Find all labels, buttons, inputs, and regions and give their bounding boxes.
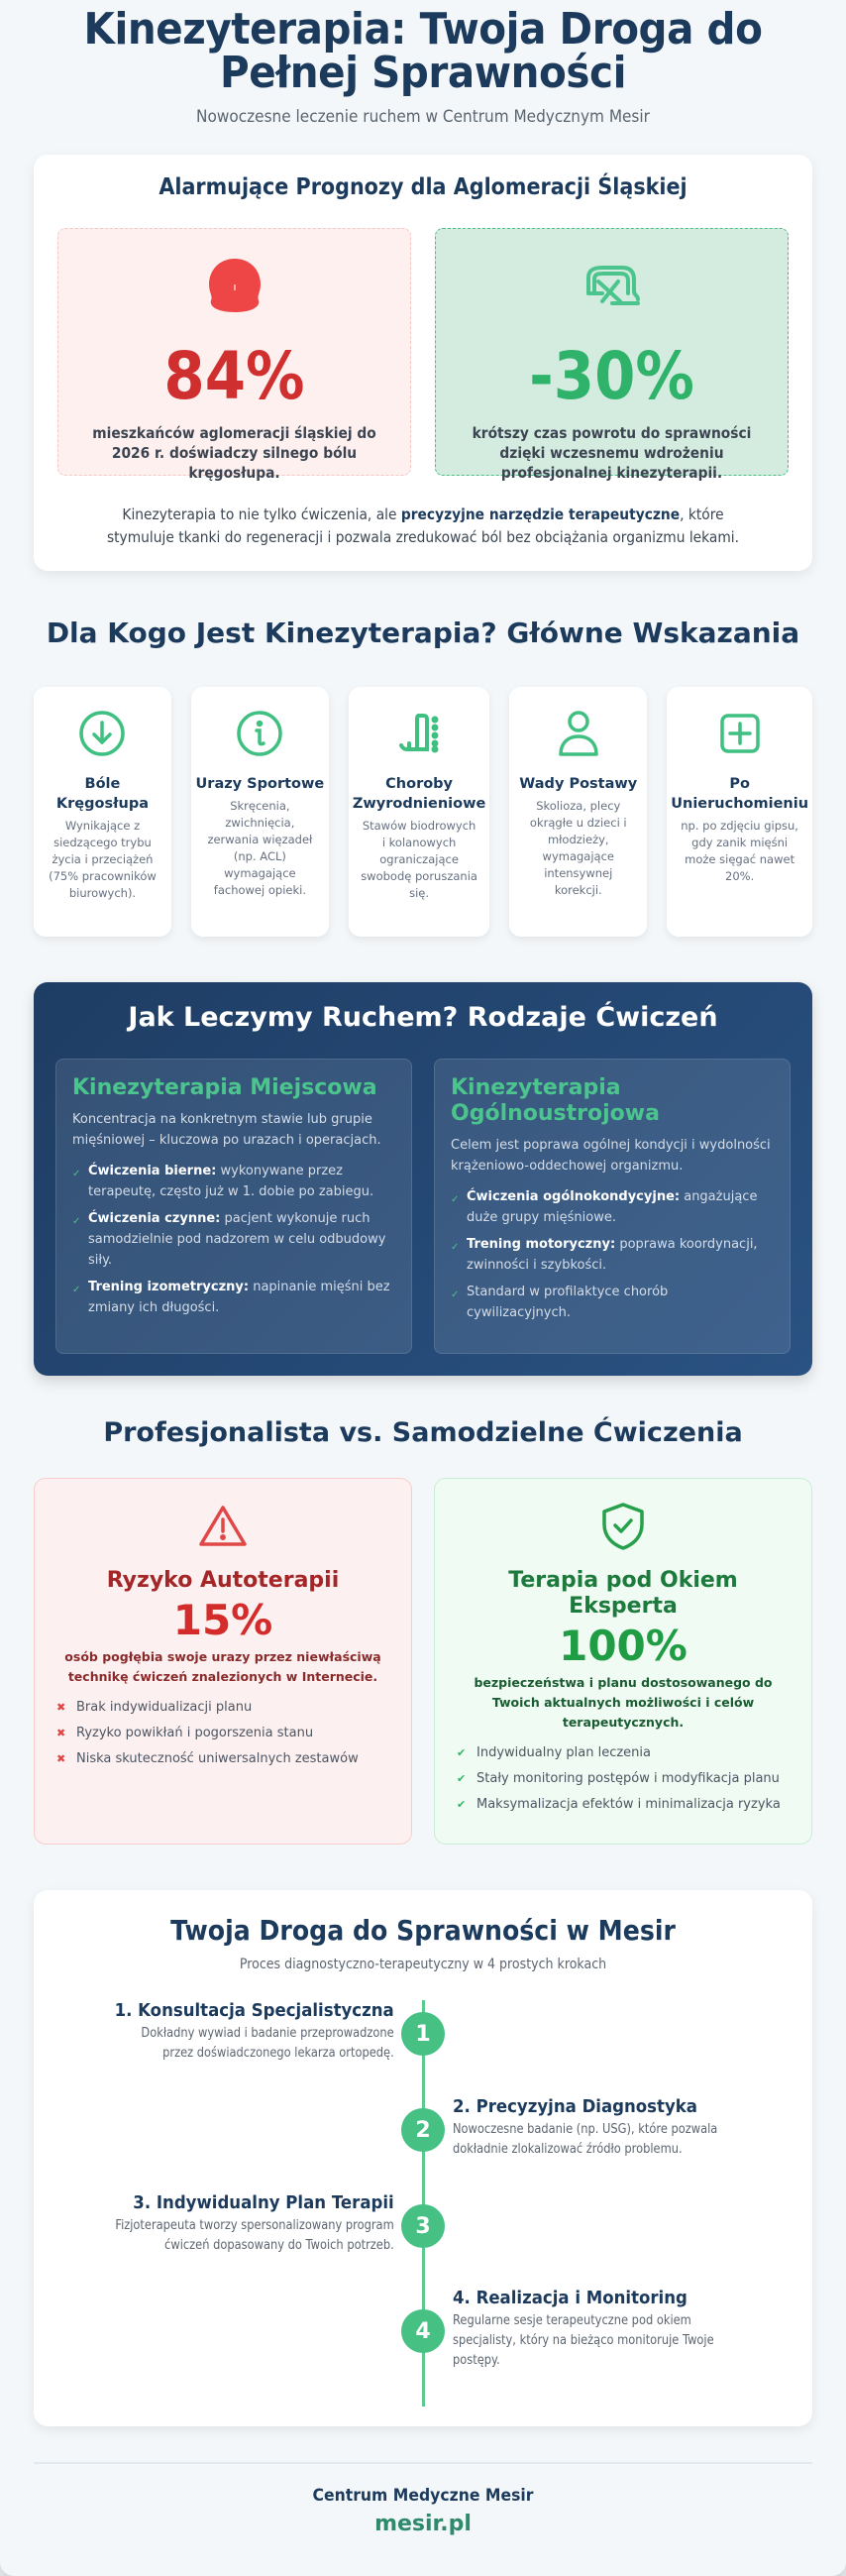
point-text: Niska skuteczność uniwersalnych zestawów xyxy=(76,1751,359,1766)
x-icon: ✖ xyxy=(56,1701,66,1714)
indication-name: Urazy Sportowe xyxy=(195,776,325,792)
expert-therapy-card xyxy=(434,1478,812,1845)
treatment-points xyxy=(451,1186,774,1323)
treatment-title: Jak Leczymy Ruchem? Rodzaje Ćwiczeń xyxy=(128,1002,718,1033)
plus-square-icon xyxy=(671,709,808,758)
step-content xyxy=(72,2000,394,2064)
indications-grid xyxy=(34,687,812,937)
check-icon: ✓ xyxy=(72,1285,81,1295)
note-text: Kinezyterapia to nie tylko ćwiczenia, ale xyxy=(122,505,401,523)
website-link[interactable]: mesir.pl xyxy=(374,2512,472,2536)
step-number: 1 xyxy=(401,2012,445,2056)
expert-point xyxy=(457,1744,790,1762)
indication-name: Bóle Kręgosłupa xyxy=(55,776,149,812)
step-title: 1. Konsultacja Specjalistyczna xyxy=(114,2000,394,2021)
treatment-type-local xyxy=(55,1059,412,1354)
point-text: Indywidualny plan leczenia xyxy=(476,1745,651,1760)
page-title: Kinezyterapia: Twoja Droga do Pełnej Sprawności xyxy=(83,4,763,98)
treatment-point xyxy=(72,1161,395,1202)
x-icon: ✖ xyxy=(56,1752,66,1765)
point-text: Standard w profilaktyce chorób cywilizacyjnych. xyxy=(467,1285,669,1320)
forecast-title: Alarmujące Prognozy dla Aglomeracji Śląskiej xyxy=(159,174,687,200)
indication-name: Choroby Zwyrodnieniowe xyxy=(352,776,486,812)
step-title: 2. Precyzyjna Diagnostyka xyxy=(452,2096,697,2117)
step-content xyxy=(453,2096,775,2160)
process-title: Twoja Droga do Sprawności w Mesir xyxy=(170,1914,676,1947)
risk-point xyxy=(56,1750,389,1768)
step-number: 2 xyxy=(401,2108,445,2152)
step-description: Dokładny wywiad i badanie przeprowadzone przez doświadczonego lekarza ortopedę. xyxy=(141,2026,394,2061)
treatment-points xyxy=(72,1161,395,1318)
risk-heading: Ryzyko Autoterapii xyxy=(106,1568,340,1593)
stat-recovery xyxy=(435,228,789,482)
footer xyxy=(34,2462,812,2536)
expert-value: 100% xyxy=(559,1622,687,1670)
treatment-type-name: Kinezyterapia Ogólnoustrojowa xyxy=(451,1075,660,1126)
check-icon: ✔ xyxy=(457,1798,467,1811)
check-icon: ✔ xyxy=(457,1746,467,1759)
process-timeline xyxy=(57,2000,789,2407)
indication-name: Wady Postawy xyxy=(519,776,638,792)
person-icon xyxy=(513,709,643,758)
risk-value: 15% xyxy=(172,1596,273,1644)
check-icon: ✓ xyxy=(451,1194,460,1205)
step-title: 4. Realizacja i Monitoring xyxy=(452,2288,687,2308)
check-icon: ✓ xyxy=(451,1242,460,1253)
point-text: pacjent wykonuje ruch samodzielnie pod nadzorem w celu odbudowy siły. xyxy=(88,1211,386,1268)
indication-card xyxy=(191,687,329,937)
risk-description: osób pogłębia swoje urazy przez niewłaściwą technikę ćwiczeń znalezionych w Internecie. xyxy=(64,1649,381,1684)
treatment-point xyxy=(451,1234,774,1276)
indication-description: Skręcenia, zwichnięcia, zerwania więzadeł (np. ACL) wymagające fachowej opieki. xyxy=(207,799,313,897)
point-text: napinanie mięśni bez zmiany ich długości. xyxy=(88,1280,390,1315)
point-text: Maksymalizacja efektów i minimalizacja ryzyka xyxy=(476,1797,781,1812)
point-label: Trening motoryczny: xyxy=(467,1237,616,1252)
check-icon: ✔ xyxy=(457,1772,467,1785)
treatment-point xyxy=(72,1208,395,1271)
check-icon: ✓ xyxy=(72,1216,81,1227)
indication-card xyxy=(667,687,812,937)
indication-card xyxy=(34,687,171,937)
stat-description: krótszy czas powrotu do sprawności dzięki wczesnemu wdrożeniu profesjonalnej kinezyterapii. xyxy=(472,424,752,482)
organization-name: Centrum Medyczne Mesir xyxy=(312,2486,534,2506)
point-text: wykonywane przez terapeutę, często już w 1. dobie po zabiegu. xyxy=(88,1164,374,1199)
indication-description: Wynikające z siedzącego trybu życia i przeciążeń (75% pracowników biurowych). xyxy=(49,819,157,900)
point-label: Trening izometryczny: xyxy=(88,1280,250,1294)
risk-point xyxy=(56,1725,389,1742)
risk-point xyxy=(56,1699,389,1717)
indication-description: np. po zdjęciu gipsu, gdy zanik mięśni może sięgać nawet 20%. xyxy=(681,819,798,883)
step-number: 3 xyxy=(401,2204,445,2248)
point-text: Ryzyko powikłań i pogorszenia stanu xyxy=(76,1726,314,1740)
treatment-type-lead: Celem jest poprawa ogólnej kondycji i wydolności krążeniowo-oddechowej organizmu. xyxy=(451,1138,771,1174)
treatment-type-general xyxy=(434,1059,791,1354)
page-subtitle: Nowoczesne leczenie ruchem w Centrum Medycznym Mesir xyxy=(196,107,650,127)
point-label: Ćwiczenia bierne: xyxy=(88,1164,217,1178)
self-therapy-risk-card xyxy=(34,1478,412,1845)
pain-icon xyxy=(78,251,390,322)
expert-heading: Terapia pod Okiem Eksperta xyxy=(508,1568,738,1619)
step-number: 4 xyxy=(401,2309,445,2353)
step-content xyxy=(72,2192,394,2256)
expert-point xyxy=(457,1796,790,1814)
stat-back-pain xyxy=(57,228,411,482)
step-description: Regularne sesje terapeutyczne pod okiem specjalisty, który na bieżąco monitoruje Twoje postępy. xyxy=(452,2313,714,2368)
joint-icon xyxy=(353,709,485,758)
indication-name: Po Unieruchomieniu xyxy=(671,776,809,812)
expert-points xyxy=(457,1744,790,1814)
treatment-type-name: Kinezyterapia Miejscowa xyxy=(72,1075,377,1100)
indications-title: Dla Kogo Jest Kinezyterapia? Główne Wskazania xyxy=(46,616,800,649)
risk-points xyxy=(56,1699,389,1768)
stat-value: -30% xyxy=(529,338,694,414)
stats-note xyxy=(87,504,760,549)
treatment-grid xyxy=(55,1059,791,1354)
comparison-grid xyxy=(34,1478,812,1845)
point-label: Ćwiczenia ogólnokondycyjne: xyxy=(467,1189,681,1204)
stat-description: mieszkańców aglomeracji śląskiej do 2026 r. doświadczy silnego bólu kręgosłupa. xyxy=(92,424,376,482)
point-text: poprawa koordynacji, zwinności i szybkości. xyxy=(467,1237,758,1273)
indication-card xyxy=(509,687,647,937)
step-description: Nowoczesne badanie (np. USG), które pozwala dokładnie zlokalizować źródło problemu. xyxy=(452,2122,717,2157)
treatment-section xyxy=(34,982,812,1376)
stats-grid xyxy=(57,228,789,482)
stat-value: 84% xyxy=(163,338,305,414)
shield-check-icon xyxy=(457,1501,790,1552)
treatment-type-lead: Koncentracja na konkretnym stawie lub grupie mięśniowej – kluczowa po urazach i operacjach. xyxy=(72,1112,381,1148)
check-icon: ✓ xyxy=(72,1169,81,1179)
point-text: Stały monitoring postępów i modyfikacja planu xyxy=(476,1771,780,1786)
point-text: Brak indywidualizacji planu xyxy=(76,1700,253,1715)
treatment-point xyxy=(72,1277,395,1318)
step-title: 3. Indywidualny Plan Terapii xyxy=(133,2192,394,2213)
expert-description: bezpieczeństwa i planu dostosowanego do Twoich aktualnych możliwości i celów terapeutycznych. xyxy=(474,1675,773,1730)
process-section xyxy=(34,1890,812,2426)
point-text: angażujące duże grupy mięśniowe. xyxy=(467,1189,758,1225)
x-icon: ✖ xyxy=(56,1727,66,1739)
treatment-point xyxy=(451,1186,774,1228)
comparison-title: Profesjonalista vs. Samodzielne Ćwiczenia xyxy=(103,1417,743,1448)
forecast-section xyxy=(34,155,812,571)
expert-point xyxy=(457,1770,790,1788)
header xyxy=(34,0,812,127)
note-text: , które stymuluje tkanki do regeneracji i pozwala zredukować ból bez obciążania organizmu lekami. xyxy=(106,505,740,546)
note-emphasis: precyzyjne narzędzie terapeutyczne xyxy=(400,505,681,523)
step-description: Fizjoterapeuta tworzy spersonalizowany program ćwiczeń dopasowany do Twoich potrzeb. xyxy=(115,2218,394,2253)
recovery-icon xyxy=(456,251,768,322)
info-circle-icon xyxy=(195,709,325,758)
warning-triangle-icon xyxy=(56,1501,389,1552)
step-content xyxy=(453,2288,775,2371)
indication-description: Stawów biodrowych i kolanowych ograniczające swobodę poruszania się. xyxy=(361,819,477,900)
treatment-point xyxy=(451,1282,774,1323)
point-label: Ćwiczenia czynne: xyxy=(88,1211,221,1226)
indication-card xyxy=(349,687,489,937)
check-icon: ✓ xyxy=(451,1289,460,1300)
indication-description: Skolioza, plecy okrągłe u dzieci i młodzieży, wymagające intensywnej korekcji. xyxy=(529,799,627,897)
arrow-down-circle-icon xyxy=(38,709,167,758)
process-subtitle: Proces diagnostyczno-terapeutyczny w 4 prostych krokach xyxy=(239,1957,607,1972)
